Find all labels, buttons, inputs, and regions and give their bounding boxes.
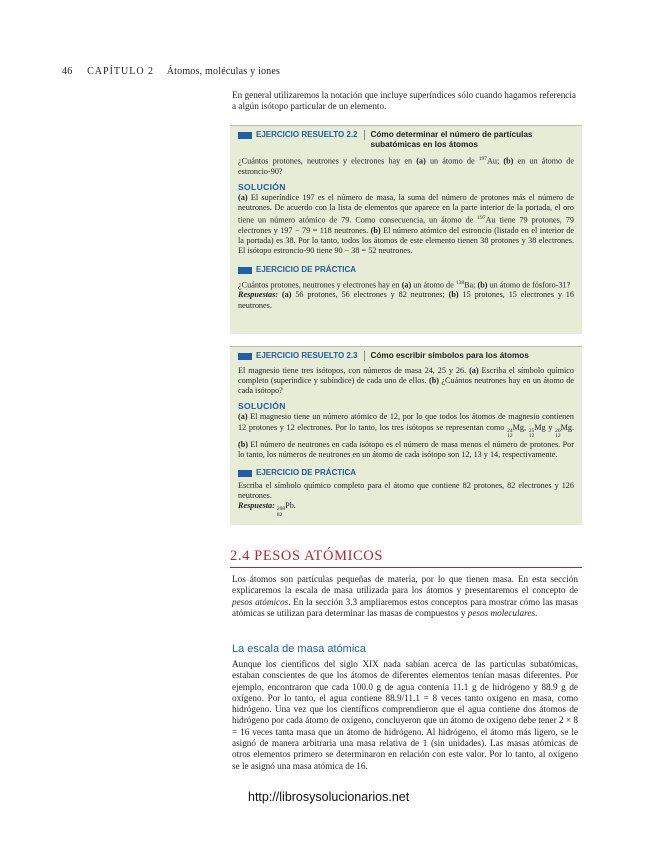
solved-exercise-2-3 xyxy=(230,346,582,525)
practice-heading: EJERCICIO DE PRÁCTICA xyxy=(238,468,574,478)
practice-answer: Respuesta: 208 82 Pb. xyxy=(238,501,296,518)
blue-square-icon xyxy=(238,132,252,139)
running-header xyxy=(62,66,280,77)
chapter-title: Átomos, moléculas y iones xyxy=(166,66,281,77)
blue-square-icon xyxy=(238,267,252,274)
exercise-title-row xyxy=(238,351,574,361)
solution-heading: SOLUCIÓN xyxy=(238,401,286,412)
practice-question: Escriba el símbolo químico completo para el átomo que contiene 82 protones, 82 electrones y 126 neutrones. xyxy=(238,480,574,500)
practice-question: ¿Cuántos protones, neutrones y electrones hay en (a) un átomo de $^{138}$Ba; (b) un átomo de fósforo-31? xyxy=(238,279,571,290)
exercise-question: El magnesio tiene tres isótopos, con números de masa 24, 25 y 26. (a) Escriba el símbolo químico completo (superíndice y subíndice) de cada uno de ellos. (b) ¿Cuántos neutrones hay en un átomo de cada isótopo? xyxy=(238,366,575,396)
solution-text: (a) El superíndice 197 es el número de masa, la suma del número de protones más el número de neutrones. De acuerdo con la lista de elementos que aparece en la parte interior de la portada, el oro tiene un número atómico de 79. Como consecuencia, un átomo de $^{197}$Au tiene 79 protones, 79 electrones y 197 − 79 = 118 neutrones. (b) El número atómico del estroncio (listado en el interior de la portada) es 38. Por lo tanto, todos los átomos de este elemento tienen 38 protones y 38 electrones. El isótopo estroncio-90 tiene 90 − 38 = 52 neutrones. xyxy=(238,193,574,256)
chapter-label: CAPÍTULO 2 xyxy=(87,66,155,77)
section-paragraph: Los átomos son partículas pequeñas de materia, por lo que tienen masa. En esta sección explicaremos la escala de masa utilizada para los átomos y presentaremos el concepto de pesos atómicos. En la sección 3.3 ampliaremos estos conceptos para mostrar cómo las masas atómicas se utilizan para determinar las masas de compuestos y pesos moleculares. xyxy=(232,574,578,618)
page-number: 46 xyxy=(62,66,73,77)
exercise-label: EJERCICIO RESUELTO 2.2 xyxy=(256,130,365,140)
subsection-paragraph: Aunque los científicos del siglo XIX nada sabían acerca de las partículas subatómicas, estaban conscientes de que los átomos de diferentes elementos tenían masas diferentes. Por ejemplo, encontraron que cada 100.0 g de agua contenía 11.1 g de hidrógeno y 88.9 g de oxígeno. Por lo tanto, el agua contiene 88.9/11.1 = 8 veces tanto oxígeno en masa, como hidrógeno. Una vez que los científicos comprendieron que el agua contiene dos átomos de hidrógeno por cada átomo de oxígeno, concluyeron que un átomo de oxígeno debe tener 2 × 8 = 16 veces tanta masa que un átomo de hidrógeno. Al hidrógeno, el átomo más ligero, se le asignó de manera arbitraria una masa relativa de 1 (sin unidades). Las masas atómicas de otros elementos primero se determinaron en relación con este valor. Por lo tanto, al oxígeno se le asignó una masa atómica de 16. xyxy=(232,659,578,771)
solution-text: (a) El magnesio tiene un número atómico de 12, por lo que todos los átomos de magnesio contienen 12 protones y 12 electrones. Por lo tanto, los tres isótopos se representan como 24 12 Mg, 25 12 Mg y 26 12 Mg. (b) El número de neutrones en cada isótopo es el número de masa menos el número de protones. Por lo tanto, los números de neutrones en un átomo de cada isótopo son 12, 13 y 14, respectivamente. xyxy=(238,412,575,459)
section-heading: 2.4 PESOS ATÓMICOS xyxy=(230,548,384,564)
practice-answer: Respuestas: (a) 56 protones, 56 electrones y 82 neutrones; (b) 15 protones, 15 electrones y 16 neutrones. xyxy=(238,290,574,310)
exercise-title-row xyxy=(238,130,574,149)
subsection-heading: La escala de masa atómica xyxy=(232,643,366,655)
section-divider xyxy=(230,567,582,568)
blue-square-icon xyxy=(238,470,252,477)
intro-paragraph: En general utilizaremos la notación que incluye superíndices sólo cuando hagamos referencia a algún isótopo particular de un elemento. xyxy=(232,90,576,112)
practice-heading: EJERCICIO DE PRÁCTICA xyxy=(238,265,574,275)
exercise-question: ¿Cuántos protones, neutrones y electrones hay en (a) un átomo de $^{197}$Au; (b) en un átomo de estroncio-90? xyxy=(238,156,575,177)
footer-url: http://librosysolucionarios.net xyxy=(248,790,410,804)
solved-exercise-2-2 xyxy=(230,125,582,334)
exercise-label: EJERCICIO RESUELTO 2.3 xyxy=(256,351,365,361)
exercise-title: Cómo escribir símbolos para los átomos xyxy=(370,351,529,360)
exercise-title: Cómo determinar el número de partículas subatómicas en los átomos xyxy=(370,130,533,149)
blue-square-icon xyxy=(238,353,252,360)
solution-heading: SOLUCIÓN xyxy=(238,182,286,193)
